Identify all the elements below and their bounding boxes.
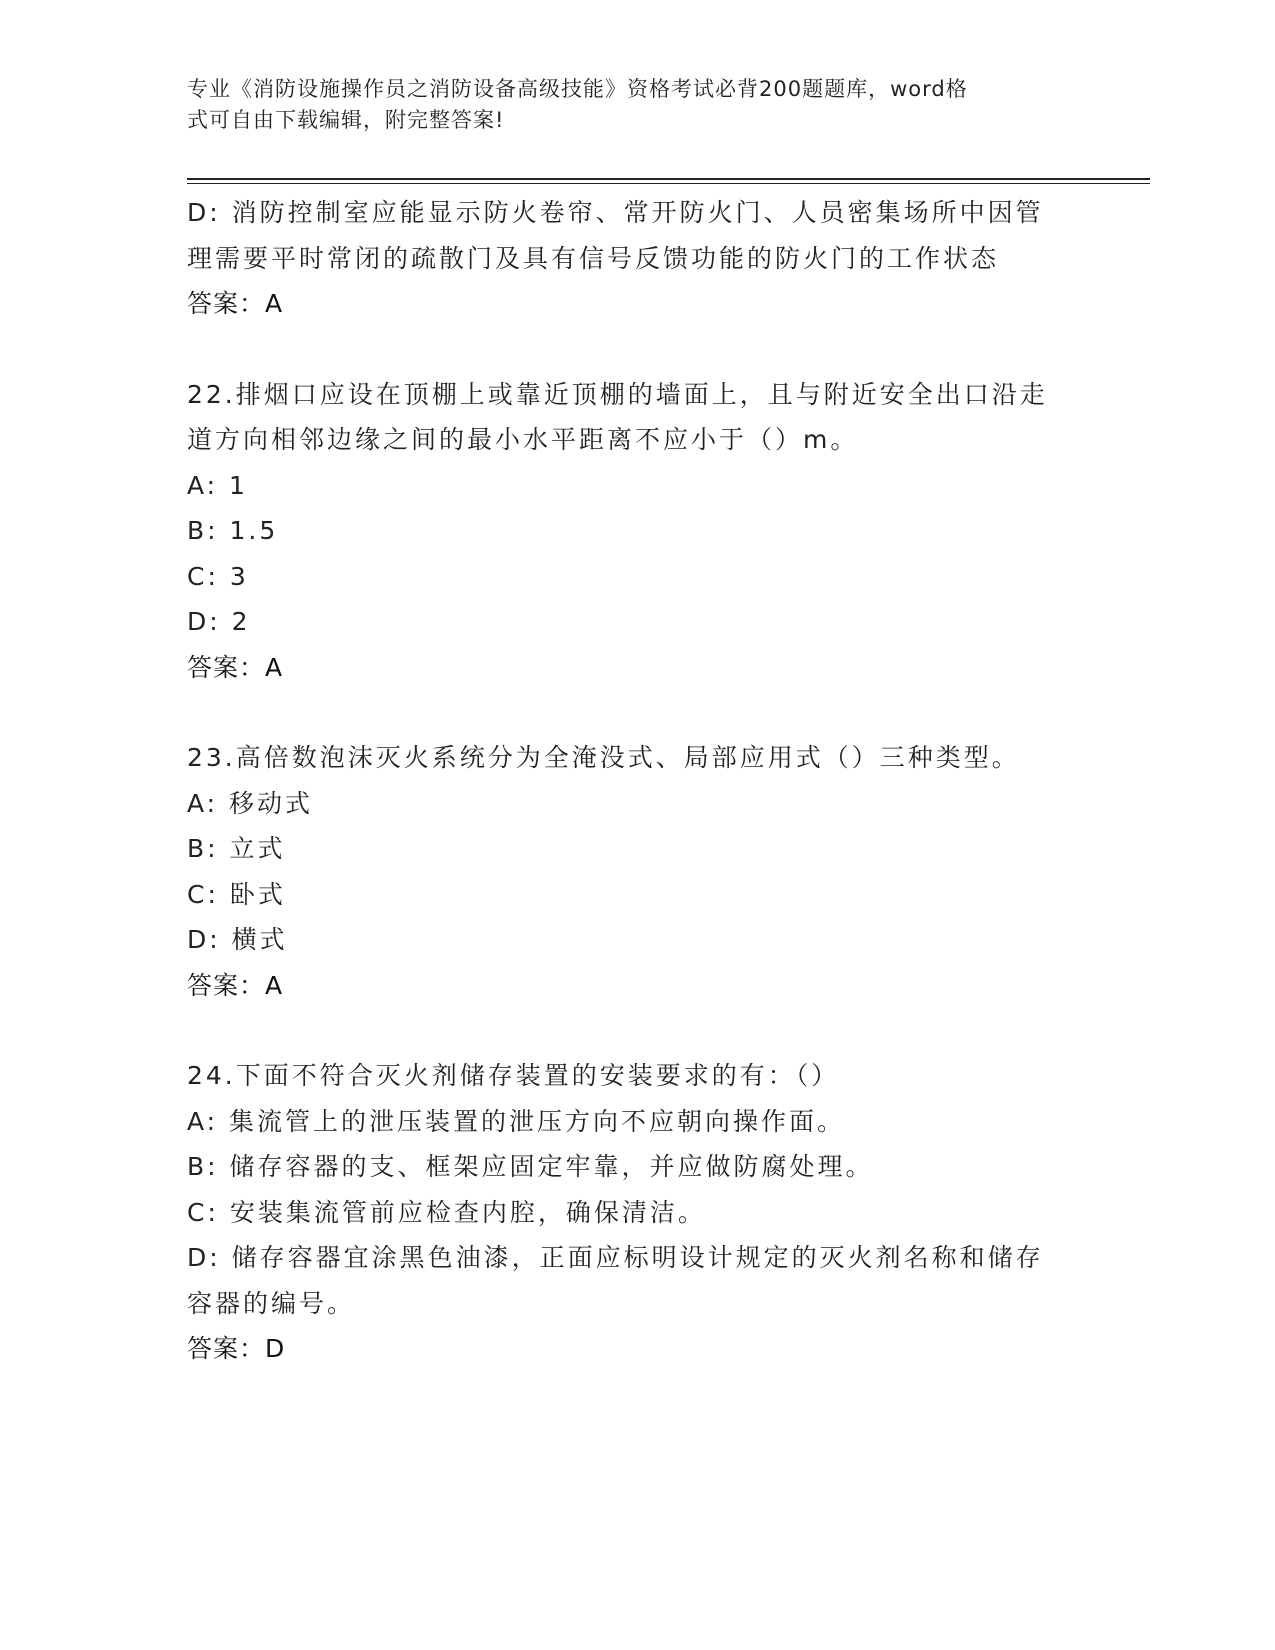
spacer [187,1008,1087,1053]
question-stem-line-1: 22.排烟口应设在顶棚上或靠近顶棚的墙面上，且与附近安全出口沿走 [187,379,1048,409]
option-b: B: 储存容器的支、框架应固定牢靠，并应做防腐处理。 [187,1152,874,1181]
question-stem-line-1: 23.高倍数泡沫灭火系统分为全淹没式、局部应用式（）三种类型。 [187,743,1020,772]
option-a: A: 集流管上的泄压装置的泄压方向不应朝向操作面。 [187,1106,846,1136]
question-23-block [187,735,1087,1008]
option-d-line-1: D: 储存容器宜涂黑色油漆，正面应标明设计规定的灭火剂名称和储存 [187,1243,1044,1272]
prev-question-block [187,190,1087,327]
answer-line: 答案：A [187,970,284,1000]
option-a: A: 1 [187,470,248,500]
question-stem-line-1: 24.下面不符合灭火剂储存装置的安装要求的有：（） [187,1061,840,1090]
header-title-line-1: 专业《消防设施操作员之消防设备高级技能》资格考试必背200题题库，word格 [187,77,968,101]
option-c: C: 安装集流管前应检查内腔，确保清洁。 [187,1197,706,1227]
header-title-line-2: 式可自由下载编辑，附完整答案! [187,108,505,132]
option-d: D: 横式 [187,925,288,954]
option-d: D: 2 [187,607,251,636]
option-d-line-2: 容器的编号。 [187,1288,356,1318]
question-24-block [187,1053,1087,1372]
option-b: B: 1.5 [187,516,279,545]
option-a: A: 移动式 [187,788,314,818]
spacer [187,327,1087,372]
answer-line: 答案：D [187,1334,286,1363]
option-b: B: 立式 [187,834,286,863]
header-divider-thick [187,178,1150,180]
option-c: C: 卧式 [187,879,286,909]
option-c: C: 3 [187,561,249,591]
option-d-line-2: 理需要平时常闭的疏散门及具有信号反馈功能的防火门的工作状态 [187,243,1000,273]
answer-line: 答案：A [187,289,284,318]
option-d-line-1: D: 消防控制室应能显示防火卷帘、常开防火门、人员密集场所中因管 [187,198,1044,227]
question-stem-line-2: 道方向相邻边缘之间的最小水平距离不应小于（）m。 [187,425,859,454]
question-list [187,190,1087,1372]
spacer [187,690,1087,735]
header-divider-thin [187,183,1150,184]
document-header [187,74,1067,136]
question-22-block [187,372,1087,691]
answer-line: 答案：A [187,652,284,682]
